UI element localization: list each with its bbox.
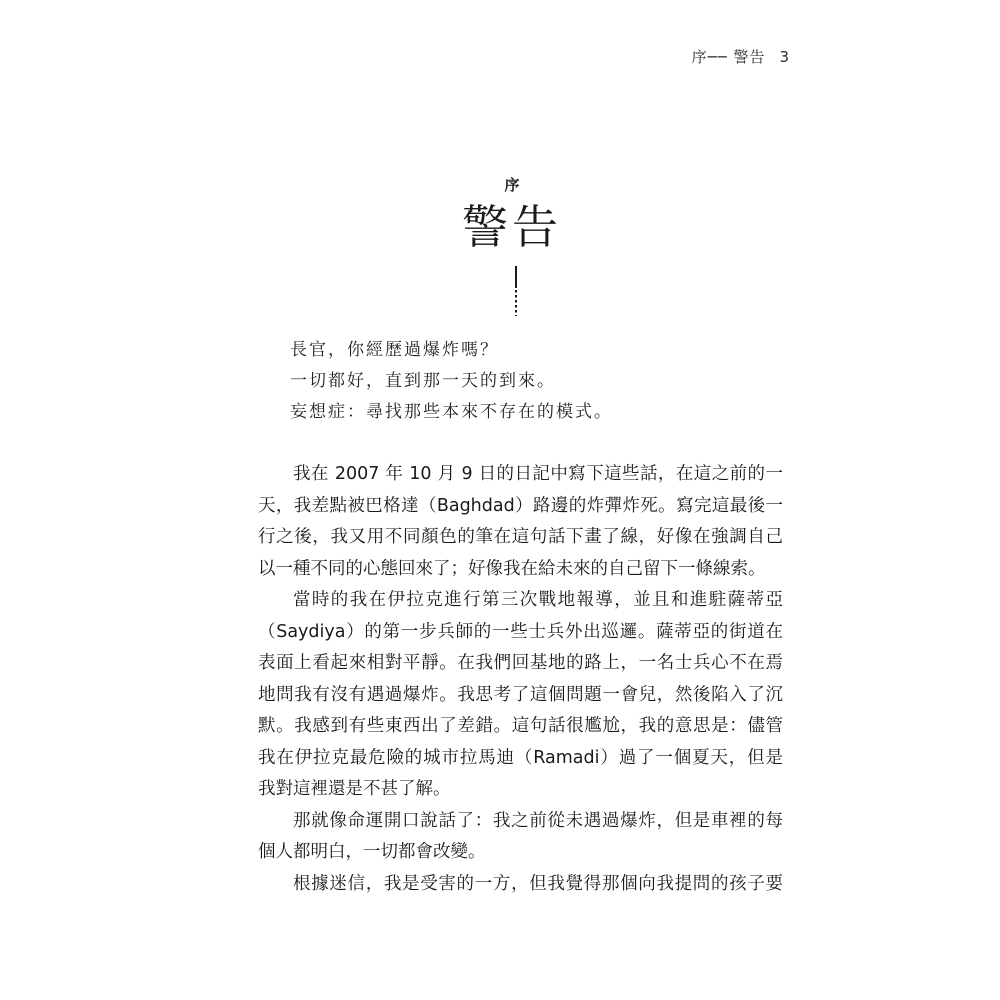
paragraph-line: 根據迷信，我是受害的一方，但我覺得那個向我提問的孩子要 <box>293 873 783 894</box>
paragraph-line: 我對這裡還是不甚了解。 <box>258 779 451 799</box>
paragraph-line: 個人都明白，一切都會改變。 <box>258 842 486 862</box>
paragraph-line: 那就像命運開口說話了：我之前從未遇過爆炸，但是車裡的每 <box>293 810 783 831</box>
paragraph-line: 我在伊拉克最危險的城市拉馬迪（Ramadi）過了一個夏天，但是 <box>258 747 783 768</box>
paragraph-line: 地問我有沒有遇過爆炸。我思考了這個問題一會兒，然後陷入了沉 <box>258 684 783 705</box>
paragraph-line: 當時的我在伊拉克進行第三次戰地報導，並且和進駐薩蒂亞 <box>293 590 783 610</box>
paragraph-line: （Saydiya）的第一步兵師的一些士兵外出巡邏。薩蒂亞的街道在 <box>258 621 783 642</box>
paragraph-line: 行之後，我又用不同顏色的筆在這句話下畫了線，好像在強調自己 <box>258 527 783 547</box>
chapter-title: 警告 <box>462 200 562 254</box>
paragraph-line: 以一種不同的心態回來了；好像我在給未來的自己留下一條線索。 <box>258 558 766 579</box>
paragraph-line: 我在 2007 年 10 月 9 日的日記中寫下這些話，在這之前的一 <box>293 464 783 484</box>
running-head <box>692 46 790 67</box>
running-head-title: 序── 警告 <box>691 48 766 66</box>
paragraph-line: 天，我差點被巴格達（Baghdad）路邊的炸彈炸死。寫完這最後一 <box>258 495 783 516</box>
epigraph-line: 長官，你經歷過爆炸嗎？ <box>290 340 499 360</box>
chapter-label: 序 <box>504 176 520 194</box>
epigraph-line: 一切都好，直到那一天的到來。 <box>290 371 556 391</box>
title-rule-divider <box>515 266 517 288</box>
epigraph-line: 妄想症：尋找那些本來不存在的模式。 <box>290 402 613 422</box>
paragraph-line: 表面上看起來相對平靜。在我們回基地的路上，一名士兵心不在焉 <box>258 653 783 673</box>
body-text <box>258 459 783 900</box>
paragraph-line: 默。我感到有些東西出了差錯。這句話很尷尬，我的意思是：儘管 <box>258 716 783 736</box>
title-dotted-divider <box>515 290 517 316</box>
page-number: 3 <box>779 48 790 66</box>
epigraph <box>290 335 790 428</box>
